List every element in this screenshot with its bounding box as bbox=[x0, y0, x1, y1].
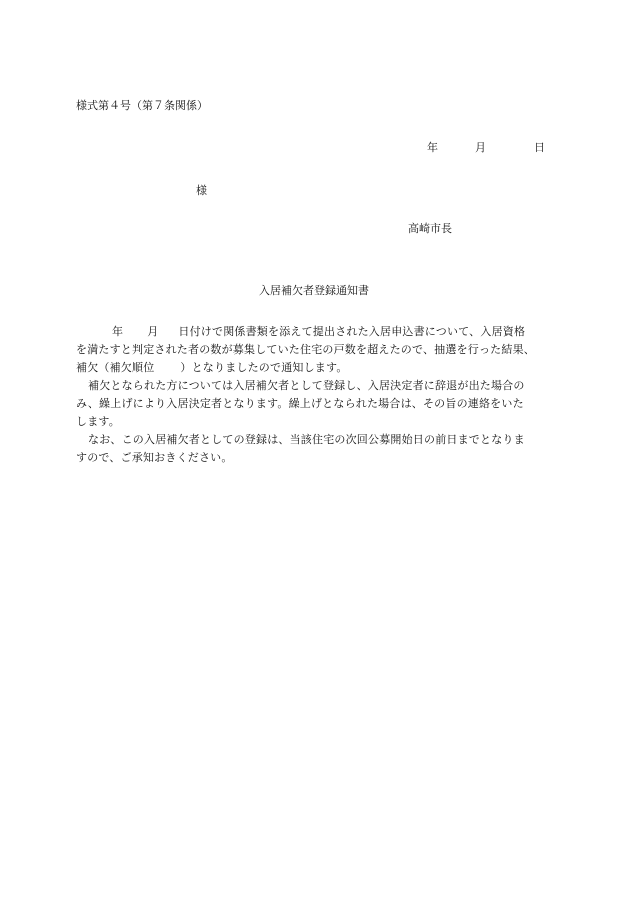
paragraph-2 bbox=[76, 377, 556, 431]
paragraph-3 bbox=[76, 431, 556, 467]
date-month-label: 月 bbox=[475, 141, 486, 154]
sender-name: 高崎市長 bbox=[408, 222, 452, 235]
p1-line2: を満たすと判定された者の数が募集していた住宅の戸数を超えたので、抽選を行った結果、 bbox=[76, 343, 535, 356]
document-title: 入居補欠者登録通知書 bbox=[259, 284, 369, 297]
p2-line1: 補欠となられた方については入居補欠者として登録し、入居決定者に辞退が出た場合の bbox=[88, 379, 525, 392]
addressee-honorific: 様 bbox=[196, 184, 207, 197]
date-day-label: 日 bbox=[534, 141, 545, 154]
p1-year-label: 年 bbox=[112, 325, 124, 338]
notice-body bbox=[76, 323, 556, 467]
p2-line2: み、繰上げにより入居決定者となります。繰上げとなられた場合は、その旨の連絡をいた bbox=[76, 397, 524, 410]
p1-line3-before: 補欠（補欠順位 bbox=[76, 361, 155, 374]
date-year-label: 年 bbox=[427, 141, 438, 154]
paragraph-1 bbox=[76, 323, 556, 377]
p1-line3-after: ）となりましたので通知します。 bbox=[180, 361, 348, 374]
p3-line2: すので、ご承知おきください。 bbox=[76, 451, 233, 464]
p1-line1-text: 日付けで関係書類を添えて提出された入居申込書について、入居資格 bbox=[178, 325, 526, 338]
p2-line3: します。 bbox=[76, 415, 120, 428]
p1-month-label: 月 bbox=[147, 325, 159, 338]
form-number: 様式第４号（第７条関係） bbox=[76, 99, 208, 112]
p3-line1: なお、この入居補欠者としての登録は、当該住宅の次回公募開始日の前日までとなりま bbox=[88, 433, 525, 446]
